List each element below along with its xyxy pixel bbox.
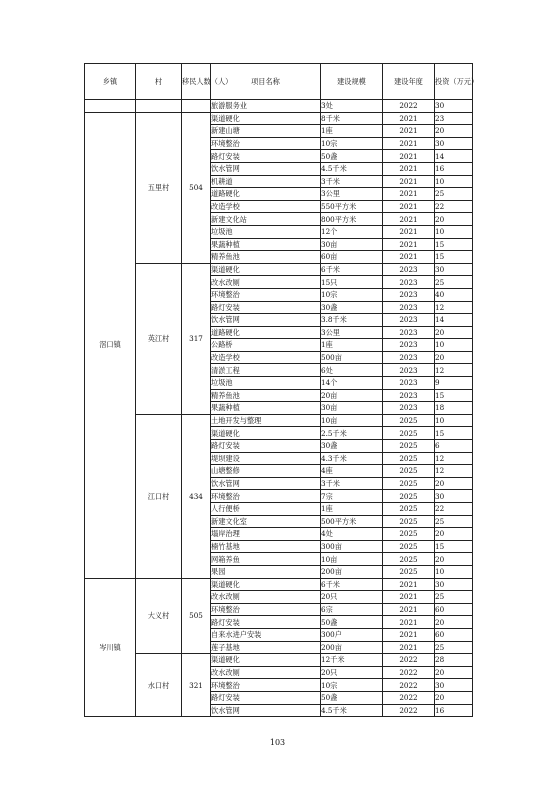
project-name-cell: 果蔬种植 bbox=[211, 238, 321, 251]
table-row bbox=[85, 654, 473, 667]
scale-cell: 30盏 bbox=[321, 440, 383, 453]
investment-cell: 15 bbox=[435, 251, 473, 264]
year-cell: 2021 bbox=[383, 213, 435, 226]
investment-cell: 12 bbox=[435, 364, 473, 377]
project-name-cell: 机耕道 bbox=[211, 175, 321, 188]
project-name-cell: 饮水管网 bbox=[211, 314, 321, 327]
investment-cell: 15 bbox=[435, 427, 473, 440]
header-row bbox=[85, 64, 473, 100]
migrant-count-cell: 317 bbox=[182, 263, 211, 414]
project-name-cell: 改水改厕 bbox=[211, 591, 321, 604]
year-cell: 2021 bbox=[383, 603, 435, 616]
scale-cell: 500平方米 bbox=[321, 515, 383, 528]
project-name-cell: 精养鱼池 bbox=[211, 389, 321, 402]
scale-cell: 10宗 bbox=[321, 679, 383, 692]
investment-cell: 20 bbox=[435, 528, 473, 541]
header-town: 乡镇 bbox=[85, 64, 136, 100]
investment-cell: 14 bbox=[435, 314, 473, 327]
scale-cell: 4.5千米 bbox=[321, 162, 383, 175]
investment-cell: 20 bbox=[435, 666, 473, 679]
project-name-cell: 果蔬种植 bbox=[211, 402, 321, 415]
year-cell: 2022 bbox=[383, 691, 435, 704]
village-cell: 水口村 bbox=[136, 654, 182, 717]
scale-cell: 1座 bbox=[321, 125, 383, 138]
project-name-cell: 清淤工程 bbox=[211, 364, 321, 377]
year-cell: 2021 bbox=[383, 225, 435, 238]
migrant-count-cell: 504 bbox=[182, 112, 211, 263]
scale-cell: 300户 bbox=[321, 628, 383, 641]
project-name-cell: 新建山塘 bbox=[211, 125, 321, 138]
investment-cell: 20 bbox=[435, 691, 473, 704]
year-cell: 2022 bbox=[383, 679, 435, 692]
investment-cell: 30 bbox=[435, 100, 473, 113]
scale-cell: 50盏 bbox=[321, 691, 383, 704]
project-table bbox=[84, 63, 479, 717]
project-name-cell: 饮水管网 bbox=[211, 704, 321, 717]
year-cell: 2025 bbox=[383, 490, 435, 503]
project-name-cell: 果园 bbox=[211, 565, 321, 578]
year-cell: 2023 bbox=[383, 364, 435, 377]
investment-cell: 25 bbox=[435, 515, 473, 528]
project-name-cell: 路灯安装 bbox=[211, 440, 321, 453]
year-cell: 2025 bbox=[383, 515, 435, 528]
project-name-cell: 山塘整修 bbox=[211, 465, 321, 478]
year-cell: 2021 bbox=[383, 251, 435, 264]
year-cell: 2023 bbox=[383, 389, 435, 402]
investment-cell: 18 bbox=[435, 402, 473, 415]
scale-cell: 10宗 bbox=[321, 137, 383, 150]
investment-cell: 20 bbox=[435, 213, 473, 226]
header-investment: 投资（万元） bbox=[435, 64, 473, 100]
table-body bbox=[85, 100, 473, 717]
scale-cell: 20只 bbox=[321, 666, 383, 679]
header-scale: 建设规模 bbox=[321, 64, 383, 100]
project-name-cell: 道路硬化 bbox=[211, 188, 321, 201]
scale-cell: 30盏 bbox=[321, 301, 383, 314]
investment-cell: 28 bbox=[435, 654, 473, 667]
scale-cell: 14个 bbox=[321, 377, 383, 390]
year-cell: 2025 bbox=[383, 553, 435, 566]
year-cell: 2021 bbox=[383, 137, 435, 150]
scale-cell: 15只 bbox=[321, 276, 383, 289]
year-cell: 2021 bbox=[383, 616, 435, 629]
project-name-cell: 人行便桥 bbox=[211, 503, 321, 516]
header-village: 村 bbox=[136, 64, 182, 100]
investment-cell: 30 bbox=[435, 679, 473, 692]
investment-cell: 60 bbox=[435, 603, 473, 616]
investment-cell: 12 bbox=[435, 452, 473, 465]
scale-cell: 3千米 bbox=[321, 175, 383, 188]
investment-cell: 16 bbox=[435, 704, 473, 717]
project-name-cell: 道路硬化 bbox=[211, 326, 321, 339]
year-cell: 2025 bbox=[383, 414, 435, 427]
year-cell: 2025 bbox=[383, 452, 435, 465]
project-name-cell: 土地开发与整理 bbox=[211, 414, 321, 427]
investment-cell: 20 bbox=[435, 616, 473, 629]
scale-cell: 30亩 bbox=[321, 402, 383, 415]
scale-cell: 1座 bbox=[321, 339, 383, 352]
investment-cell: 20 bbox=[435, 553, 473, 566]
project-name-cell: 渠道硬化 bbox=[211, 427, 321, 440]
scale-cell: 3.8千米 bbox=[321, 314, 383, 327]
project-name-cell: 新建文化室 bbox=[211, 515, 321, 528]
empty-cell bbox=[136, 100, 182, 113]
project-name-cell: 环境整治 bbox=[211, 603, 321, 616]
investment-cell: 20 bbox=[435, 351, 473, 364]
header-year: 建设年度 bbox=[383, 64, 435, 100]
investment-cell: 10 bbox=[435, 225, 473, 238]
scale-cell: 7宗 bbox=[321, 490, 383, 503]
scale-cell: 50盏 bbox=[321, 616, 383, 629]
year-cell: 2023 bbox=[383, 276, 435, 289]
year-cell: 2021 bbox=[383, 200, 435, 213]
year-cell: 2023 bbox=[383, 351, 435, 364]
year-cell: 2025 bbox=[383, 565, 435, 578]
scale-cell: 550平方米 bbox=[321, 200, 383, 213]
project-name-cell: 精养鱼池 bbox=[211, 251, 321, 264]
investment-cell: 20 bbox=[435, 477, 473, 490]
town-cell: 滘口镇 bbox=[85, 112, 136, 578]
investment-cell: 30 bbox=[435, 578, 473, 591]
year-cell: 2021 bbox=[383, 591, 435, 604]
scale-cell: 800平方米 bbox=[321, 213, 383, 226]
scale-cell: 500亩 bbox=[321, 351, 383, 364]
investment-cell: 10 bbox=[435, 414, 473, 427]
year-cell: 2023 bbox=[383, 339, 435, 352]
year-cell: 2023 bbox=[383, 377, 435, 390]
scale-cell: 4处 bbox=[321, 528, 383, 541]
table-row bbox=[85, 100, 473, 113]
year-cell: 2025 bbox=[383, 528, 435, 541]
project-name-cell: 路灯安装 bbox=[211, 691, 321, 704]
investment-cell: 25 bbox=[435, 276, 473, 289]
year-cell: 2021 bbox=[383, 188, 435, 201]
scale-cell: 3公里 bbox=[321, 326, 383, 339]
year-cell: 2021 bbox=[383, 175, 435, 188]
migrant-count-cell: 321 bbox=[182, 654, 211, 717]
project-name-cell: 旅游服务业 bbox=[211, 100, 321, 113]
project-name-cell: 路灯安装 bbox=[211, 150, 321, 163]
scale-cell: 4.5千米 bbox=[321, 704, 383, 717]
year-cell: 2023 bbox=[383, 301, 435, 314]
project-name-cell: 饮水管网 bbox=[211, 477, 321, 490]
year-cell: 2023 bbox=[383, 326, 435, 339]
project-name-cell: 改造学校 bbox=[211, 351, 321, 364]
scale-cell: 300亩 bbox=[321, 540, 383, 553]
scale-cell: 6千米 bbox=[321, 263, 383, 276]
investment-cell: 25 bbox=[435, 641, 473, 654]
project-name-cell: 饮水管网 bbox=[211, 162, 321, 175]
year-cell: 2023 bbox=[383, 402, 435, 415]
project-name-cell: 渠道硬化 bbox=[211, 263, 321, 276]
year-cell: 2021 bbox=[383, 125, 435, 138]
scale-cell: 10亩 bbox=[321, 553, 383, 566]
investment-cell: 20 bbox=[435, 326, 473, 339]
page-number: 103 bbox=[269, 738, 286, 747]
year-cell: 2023 bbox=[383, 263, 435, 276]
scale-cell: 6千米 bbox=[321, 578, 383, 591]
village-cell: 五里村 bbox=[136, 112, 182, 263]
year-cell: 2023 bbox=[383, 288, 435, 301]
scale-cell: 10宗 bbox=[321, 288, 383, 301]
scale-cell: 3处 bbox=[321, 100, 383, 113]
scale-cell: 8千米 bbox=[321, 112, 383, 125]
project-name-cell: 堤坝建设 bbox=[211, 452, 321, 465]
scale-cell: 50盏 bbox=[321, 150, 383, 163]
scale-cell: 60亩 bbox=[321, 251, 383, 264]
investment-cell: 40 bbox=[435, 288, 473, 301]
scale-cell: 3千米 bbox=[321, 477, 383, 490]
project-name-cell: 路灯安装 bbox=[211, 616, 321, 629]
investment-cell: 10 bbox=[435, 339, 473, 352]
investment-cell: 10 bbox=[435, 175, 473, 188]
scale-cell: 6处 bbox=[321, 364, 383, 377]
project-name-cell: 环境整治 bbox=[211, 490, 321, 503]
scale-cell: 20只 bbox=[321, 591, 383, 604]
scale-cell: 4.3千米 bbox=[321, 452, 383, 465]
migrant-count-cell: 505 bbox=[182, 578, 211, 654]
project-name-cell: 楠竹基地 bbox=[211, 540, 321, 553]
scale-cell: 1座 bbox=[321, 503, 383, 516]
scale-cell: 20亩 bbox=[321, 389, 383, 402]
year-cell: 2021 bbox=[383, 162, 435, 175]
project-name-cell: 环境整治 bbox=[211, 288, 321, 301]
scale-cell: 12千米 bbox=[321, 654, 383, 667]
project-name-cell: 公路桥 bbox=[211, 339, 321, 352]
table-row bbox=[85, 112, 473, 125]
investment-cell: 9 bbox=[435, 377, 473, 390]
empty-cell bbox=[182, 100, 211, 113]
investment-cell: 16 bbox=[435, 162, 473, 175]
village-cell: 大义村 bbox=[136, 578, 182, 654]
migrant-count-cell: 434 bbox=[182, 414, 211, 578]
project-name-cell: 垃圾池 bbox=[211, 225, 321, 238]
year-cell: 2021 bbox=[383, 628, 435, 641]
project-name-cell: 新建文化站 bbox=[211, 213, 321, 226]
year-cell: 2025 bbox=[383, 440, 435, 453]
scale-cell: 3公里 bbox=[321, 188, 383, 201]
year-cell: 2022 bbox=[383, 654, 435, 667]
year-cell: 2025 bbox=[383, 465, 435, 478]
project-name-cell: 路灯安装 bbox=[211, 301, 321, 314]
year-cell: 2021 bbox=[383, 238, 435, 251]
town-cell: 岑川镇 bbox=[85, 578, 136, 717]
project-name-cell: 渠道硬化 bbox=[211, 578, 321, 591]
project-name-cell: 自来水进户安装 bbox=[211, 628, 321, 641]
scale-cell: 6宗 bbox=[321, 603, 383, 616]
year-cell: 2025 bbox=[383, 427, 435, 440]
table-row bbox=[85, 414, 473, 427]
investment-cell: 25 bbox=[435, 188, 473, 201]
year-cell: 2022 bbox=[383, 100, 435, 113]
header-migrants: 移民人数（人） bbox=[182, 64, 211, 100]
investment-cell: 25 bbox=[435, 591, 473, 604]
investment-cell: 15 bbox=[435, 238, 473, 251]
project-name-cell: 莲子基地 bbox=[211, 641, 321, 654]
village-cell: 英江村 bbox=[136, 263, 182, 414]
project-name-cell: 网箱养鱼 bbox=[211, 553, 321, 566]
year-cell: 2021 bbox=[383, 578, 435, 591]
investment-cell: 30 bbox=[435, 137, 473, 150]
investment-cell: 22 bbox=[435, 503, 473, 516]
year-cell: 2021 bbox=[383, 112, 435, 125]
year-cell: 2021 bbox=[383, 150, 435, 163]
table-row bbox=[85, 263, 473, 276]
project-name-cell: 渠道硬化 bbox=[211, 112, 321, 125]
scale-cell: 12个 bbox=[321, 225, 383, 238]
project-name-cell: 环境整治 bbox=[211, 137, 321, 150]
investment-cell: 30 bbox=[435, 263, 473, 276]
header-project: 项目名称 bbox=[211, 64, 321, 100]
investment-cell: 15 bbox=[435, 389, 473, 402]
investment-cell: 6 bbox=[435, 440, 473, 453]
year-cell: 2025 bbox=[383, 477, 435, 490]
year-cell: 2021 bbox=[383, 641, 435, 654]
year-cell: 2023 bbox=[383, 314, 435, 327]
scale-cell: 200亩 bbox=[321, 565, 383, 578]
project-name-cell: 改造学校 bbox=[211, 200, 321, 213]
year-cell: 2025 bbox=[383, 503, 435, 516]
table-row bbox=[85, 578, 473, 591]
project-name-cell: 塌岸治理 bbox=[211, 528, 321, 541]
investment-cell: 60 bbox=[435, 628, 473, 641]
investment-cell: 10 bbox=[435, 565, 473, 578]
year-cell: 2022 bbox=[383, 704, 435, 717]
scale-cell: 200亩 bbox=[321, 641, 383, 654]
project-name-cell: 渠道硬化 bbox=[211, 654, 321, 667]
project-name-cell: 环境整治 bbox=[211, 679, 321, 692]
year-cell: 2025 bbox=[383, 540, 435, 553]
investment-cell: 12 bbox=[435, 301, 473, 314]
investment-cell: 23 bbox=[435, 112, 473, 125]
investment-cell: 14 bbox=[435, 150, 473, 163]
year-cell: 2022 bbox=[383, 666, 435, 679]
scale-cell: 2.5千米 bbox=[321, 427, 383, 440]
investment-cell: 12 bbox=[435, 465, 473, 478]
investment-cell: 22 bbox=[435, 200, 473, 213]
village-cell: 江口村 bbox=[136, 414, 182, 578]
scale-cell: 10亩 bbox=[321, 414, 383, 427]
project-name-cell: 垃圾池 bbox=[211, 377, 321, 390]
investment-cell: 30 bbox=[435, 490, 473, 503]
investment-cell: 20 bbox=[435, 125, 473, 138]
project-name-cell: 改水改厕 bbox=[211, 276, 321, 289]
investment-cell: 15 bbox=[435, 540, 473, 553]
scale-cell: 4座 bbox=[321, 465, 383, 478]
scale-cell: 30亩 bbox=[321, 238, 383, 251]
project-name-cell: 改水改厕 bbox=[211, 666, 321, 679]
empty-cell bbox=[85, 100, 136, 113]
